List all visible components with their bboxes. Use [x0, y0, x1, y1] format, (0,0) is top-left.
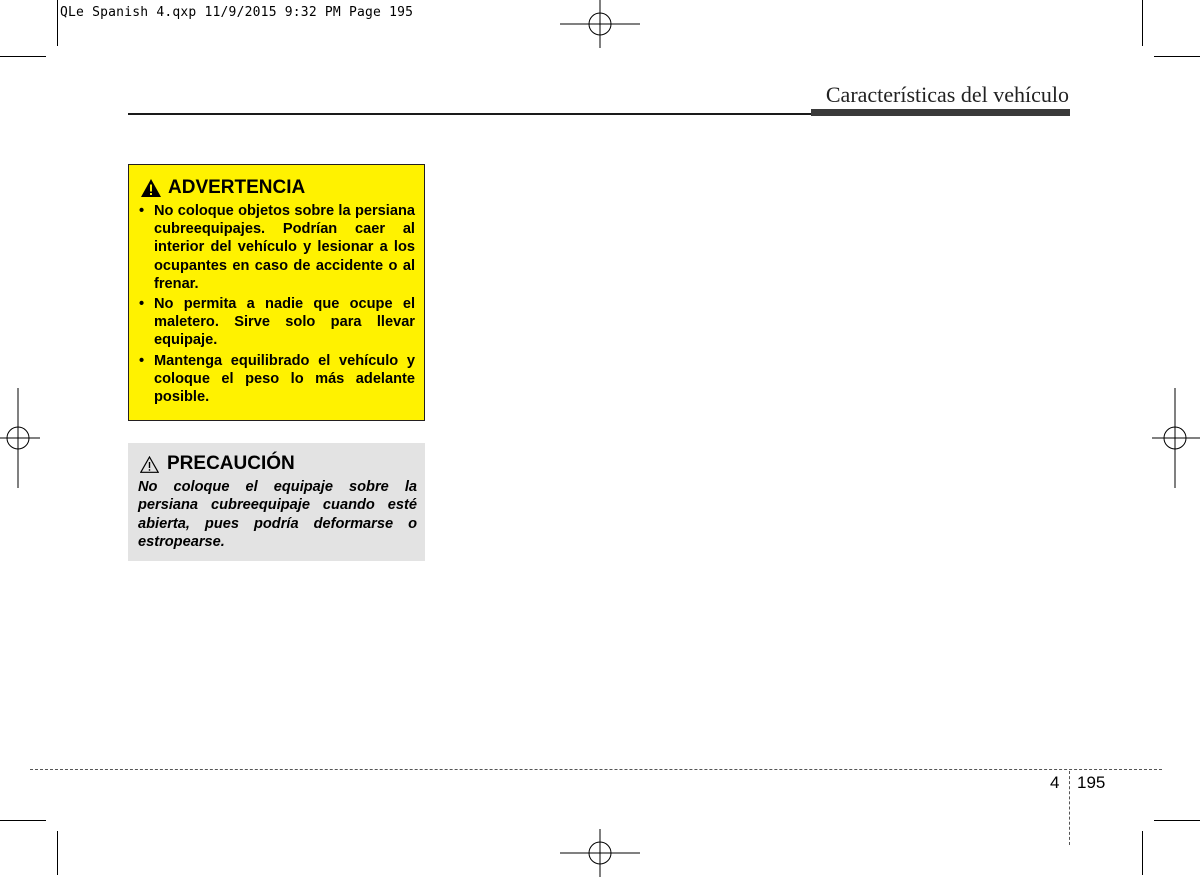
- registration-mark-top: [560, 0, 640, 50]
- warning-heading-text: ADVERTENCIA: [168, 177, 306, 198]
- warning-heading: [141, 177, 305, 199]
- warning-item: • No permita a nadie que ocupe el maletero. Sirve solo para llevar equipaje.: [139, 296, 415, 349]
- warning-item: • No coloque objetos sobre la persiana cubreequipajes. Podrían caer al interior del vehículo y lesionar a los ocupantes en caso de accidente o al frenar.: [139, 203, 415, 292]
- warning-triangle-icon: [141, 179, 161, 197]
- registration-mark-left: [0, 388, 40, 488]
- caution-text: No coloque el equipaje sobre la persiana cubreequipaje cuando esté abierta, pues podría deformarse o estropearse.: [138, 479, 417, 551]
- warning-box: [128, 164, 425, 421]
- warning-item: • Mantenga equilibrado el vehículo y coloque el peso lo más adelante posible.: [139, 352, 415, 406]
- page-number: 195: [1077, 773, 1106, 792]
- chapter-number: 4: [1050, 773, 1060, 792]
- caution-box: [128, 443, 425, 561]
- registration-mark-right: [1152, 388, 1200, 488]
- caution-triangle-icon: [140, 456, 159, 473]
- header-rule: [128, 113, 818, 115]
- section-title: Características del vehículo: [825, 82, 1069, 107]
- footer-divider: [1069, 771, 1070, 845]
- footer-rule: [30, 769, 1162, 770]
- registration-mark-bottom: [560, 829, 640, 879]
- print-slug: QLe Spanish 4.qxp 11/9/2015 9:32 PM Page 195: [60, 5, 414, 20]
- warning-list: [138, 202, 415, 408]
- header-rule-accent: [811, 109, 1070, 116]
- caution-heading-text: PRECAUCIÓN: [167, 453, 295, 474]
- caution-heading: [140, 453, 295, 475]
